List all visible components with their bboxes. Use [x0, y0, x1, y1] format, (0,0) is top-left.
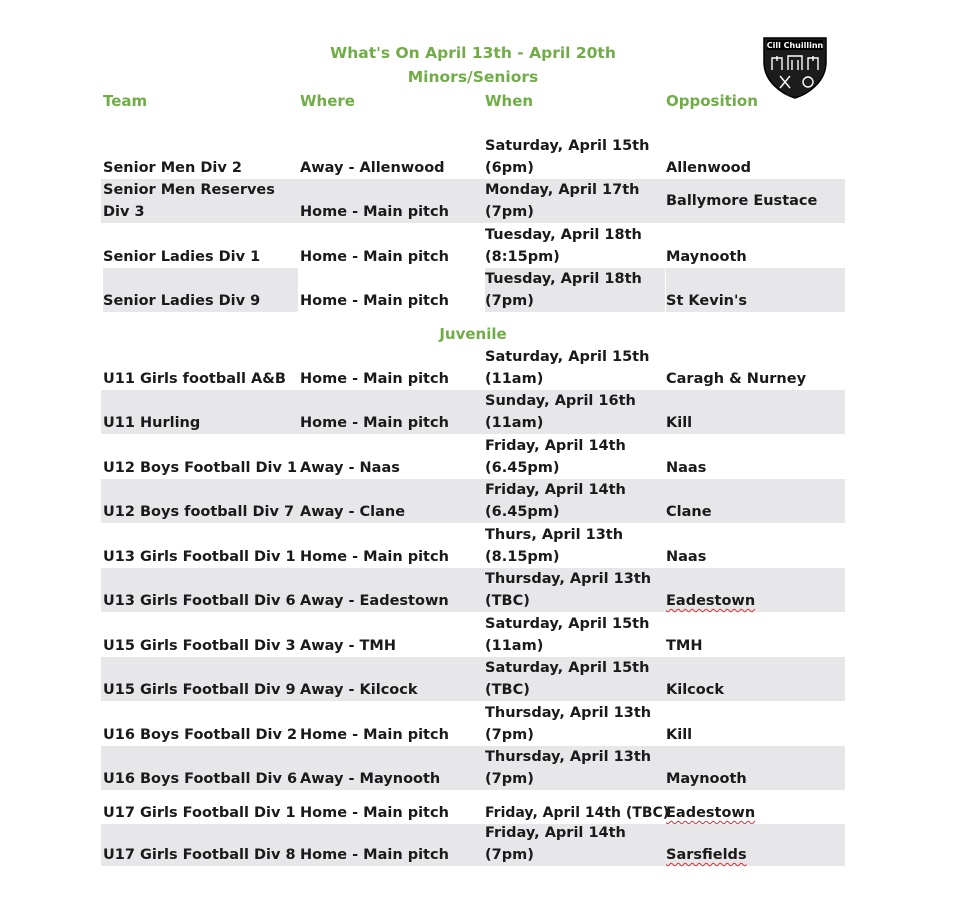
svg-text:C.L.G.: C.L.G.	[786, 92, 804, 98]
table-row	[101, 702, 845, 746]
when-cell: Friday, April 14th (6.45pm)	[485, 438, 626, 476]
when-cell: Friday, April 14th (TBC)	[485, 805, 670, 821]
team-cell: U12 Boys football Div 7	[103, 504, 295, 520]
team-cell: U13 Girls Football Div 6	[103, 593, 296, 609]
when-cell: Monday, April 17th (7pm)	[485, 182, 640, 220]
header-when: When	[485, 92, 534, 110]
table-row	[101, 524, 845, 568]
when-cell: Saturday, April 15th (6pm)	[485, 138, 650, 176]
team-cell: U11 Girls football A&B	[103, 371, 286, 387]
where-cell: Home - Main pitch	[300, 293, 449, 309]
table-row	[101, 390, 845, 434]
where-cell: Home - Main pitch	[300, 415, 449, 431]
team-cell: Senior Ladies Div 9	[103, 268, 298, 312]
opposition-cell: Naas	[666, 549, 707, 565]
page-subtitle: Minors/Seniors	[407, 68, 539, 86]
team-cell: U11 Hurling	[103, 415, 201, 431]
where-cell: Home - Main pitch	[300, 549, 449, 565]
team-cell: U15 Girls Football Div 9	[103, 682, 296, 698]
table-row	[101, 746, 845, 790]
table-row	[101, 435, 845, 479]
opposition-cell: Naas	[666, 460, 707, 476]
where-cell: Away - Allenwood	[300, 160, 445, 176]
opposition-cell: Sarsfields	[666, 847, 747, 863]
team-cell: U13 Girls Football Div 1	[103, 549, 296, 565]
where-cell: Home - Main pitch	[300, 847, 449, 863]
table-row	[101, 792, 845, 824]
when-cell: Tuesday, April 18th (8:15pm)	[485, 227, 642, 265]
opposition-cell: Kill	[666, 727, 693, 743]
team-cell: U16 Boys Football Div 2	[103, 727, 298, 743]
when-cell: Thursday, April 13th (TBC)	[485, 571, 652, 609]
opposition-cell: Ballymore Eustace	[666, 193, 818, 209]
opposition-cell: Kill	[666, 415, 693, 431]
header-where: Where	[300, 92, 355, 110]
when-cell: Thursday, April 13th (7pm)	[485, 705, 652, 743]
opposition-cell: Maynooth	[666, 771, 747, 787]
header-team: Team	[103, 92, 148, 110]
opposition-cell: Eadestown	[666, 593, 756, 609]
when-cell: Saturday, April 15th (TBC)	[485, 660, 650, 698]
where-cell: Home - Main pitch	[300, 204, 449, 220]
section-heading-juvenile: Juvenile	[439, 325, 507, 343]
table-row	[101, 479, 845, 523]
when-cell: Tuesday, April 18th (7pm)	[485, 268, 665, 312]
when-cell: Sunday, April 16th (11am)	[485, 393, 636, 431]
table-row	[101, 824, 845, 866]
where-cell: Away - Kilcock	[300, 682, 418, 698]
when-cell: Saturday, April 15th (11am)	[485, 616, 650, 654]
svg-text:Cill Chuillinn: Cill Chuillinn	[766, 41, 824, 50]
when-cell: Thursday, April 13th (7pm)	[485, 749, 652, 787]
when-cell: Friday, April 14th (7pm)	[485, 825, 626, 863]
team-cell: Senior Men Div 2	[103, 160, 242, 176]
opposition-cell: Kilcock	[666, 682, 724, 698]
table-row	[101, 224, 845, 268]
team-cell: U15 Girls Football Div 3	[103, 638, 296, 654]
opposition-cell: Clane	[666, 504, 712, 520]
where-cell: Home - Main pitch	[300, 371, 449, 387]
page-title: What's On April 13th - April 20th	[330, 44, 616, 62]
where-cell: Away - Maynooth	[300, 771, 441, 787]
table-row	[101, 568, 845, 612]
opposition-cell: Maynooth	[666, 249, 747, 265]
table-row	[101, 346, 845, 390]
table-row	[101, 268, 845, 312]
table-row	[101, 179, 845, 223]
opposition-cell: Allenwood	[666, 160, 752, 176]
team-cell: Senior Ladies Div 1	[103, 249, 261, 265]
opposition-cell: Caragh & Nurney	[666, 371, 807, 387]
where-cell: Away - TMH	[300, 638, 396, 654]
club-crest-icon	[758, 32, 832, 100]
where-cell: Away - Naas	[300, 460, 400, 476]
opposition-cell: TMH	[666, 638, 703, 654]
where-cell: Home - Main pitch	[300, 249, 449, 265]
where-cell: Away - Eadestown	[300, 593, 449, 609]
opposition-cell: St Kevin's	[666, 268, 845, 312]
table-row	[101, 657, 845, 701]
opposition-cell: Eadestown	[666, 805, 756, 821]
table-row	[101, 613, 845, 657]
when-cell: Friday, April 14th (6.45pm)	[485, 482, 626, 520]
where-cell: Home - Main pitch	[300, 805, 449, 821]
team-cell: U12 Boys Football Div 1	[103, 460, 298, 476]
where-cell: Home - Main pitch	[300, 727, 449, 743]
table-row	[101, 135, 845, 179]
team-cell: U16 Boys Football Div 6	[103, 771, 298, 787]
when-cell: Saturday, April 15th (11am)	[485, 349, 650, 387]
team-cell: Senior Men Reserves Div 3	[103, 182, 275, 220]
team-cell: U17 Girls Football Div 1	[103, 805, 296, 821]
when-cell: Thurs, April 13th (8.15pm)	[485, 527, 624, 565]
where-cell: Away - Clane	[300, 504, 406, 520]
team-cell: U17 Girls Football Div 8	[103, 847, 296, 863]
header-opposition: Opposition	[666, 92, 758, 110]
